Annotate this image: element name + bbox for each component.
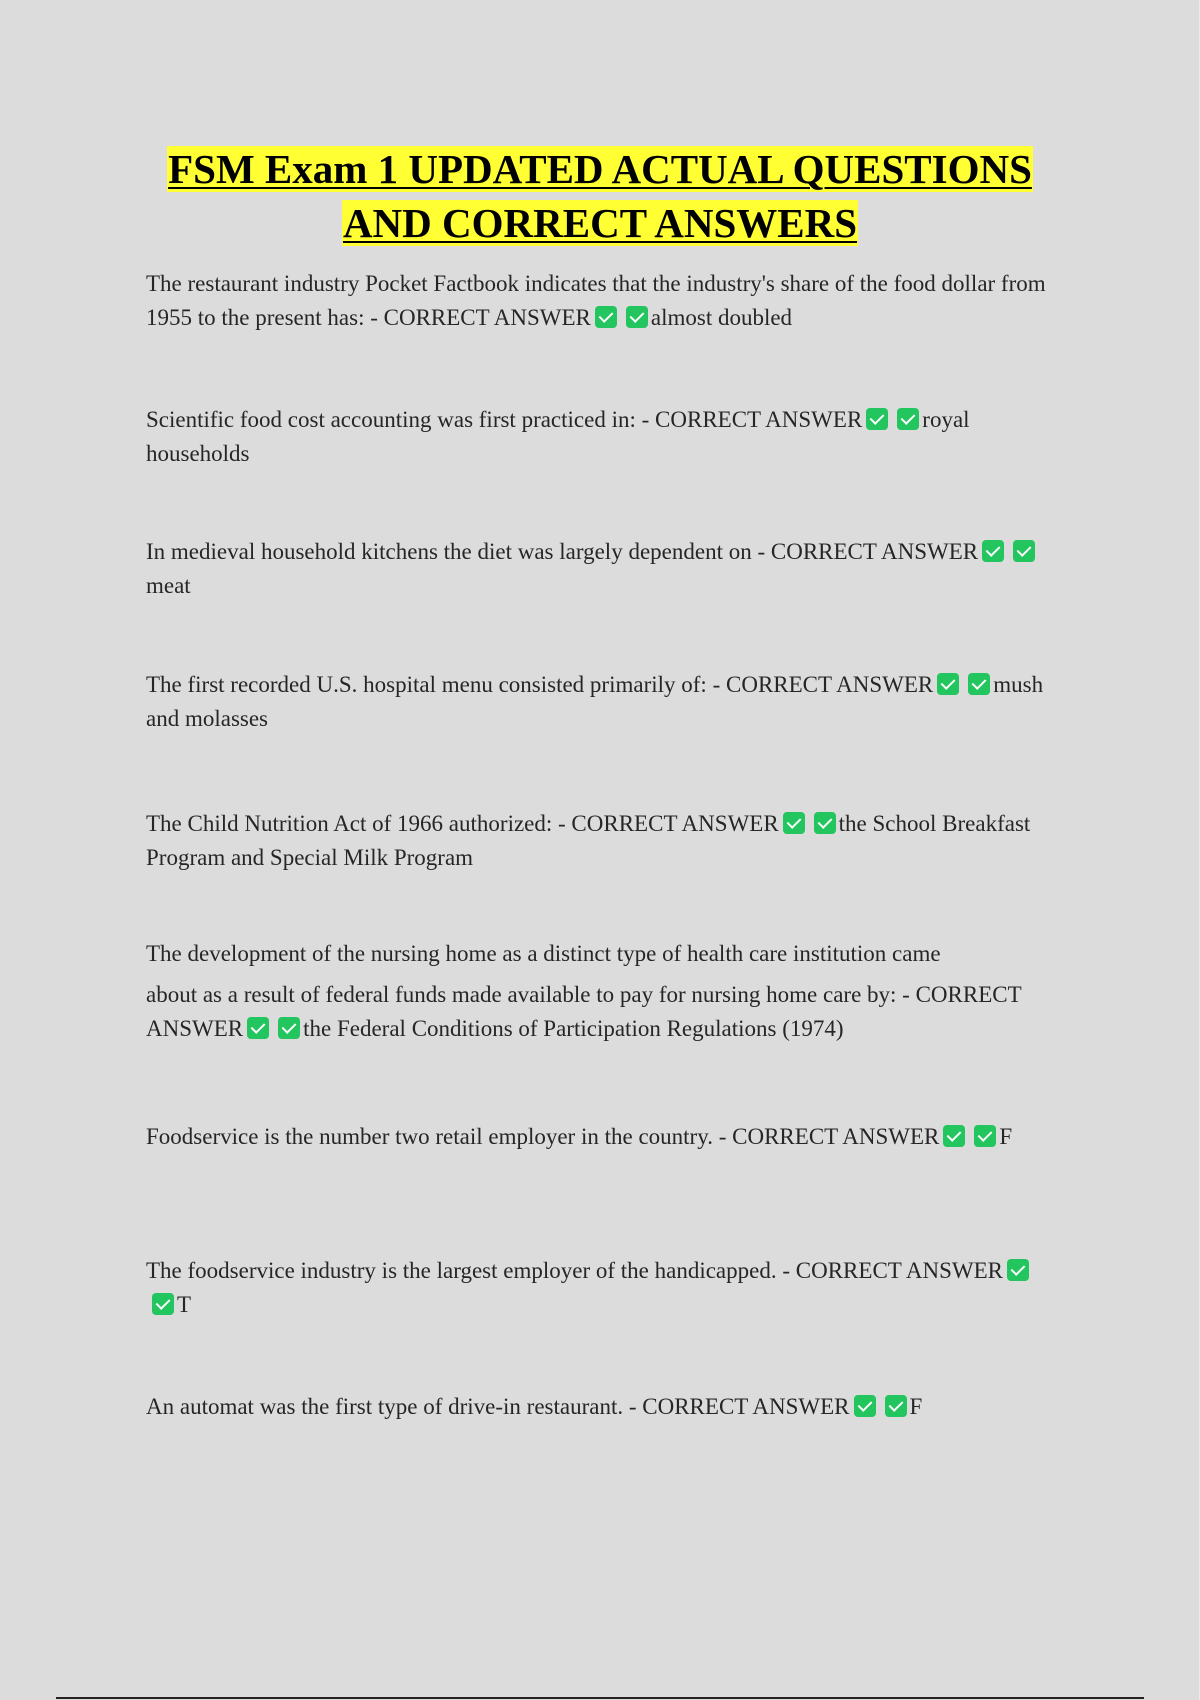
question-text: about as a result of federal funds made available to pay for nursing home care by: <box>146 982 897 1007</box>
check-mark-icon <box>595 306 617 328</box>
question-text: Foodservice is the number two retail employer in the country. <box>146 1124 713 1149</box>
answer-marker: - CORRECT ANSWER <box>370 305 591 330</box>
check-mark-icon <box>982 540 1004 562</box>
check-mark-icon <box>897 408 919 430</box>
answer-text: F <box>999 1124 1013 1149</box>
question-text: In medieval household kitchens the diet was largely dependent on <box>146 539 752 564</box>
answer-marker: - CORRECT ANSWER <box>718 1124 940 1149</box>
check-mark-icon <box>814 812 836 834</box>
check-mark-icon <box>626 306 648 328</box>
question-text: The first recorded U.S. hospital menu consisted primarily of: <box>146 672 707 697</box>
title-line-2: AND CORRECT ANSWERS <box>342 200 858 246</box>
answer-text: T <box>177 1292 192 1317</box>
title-line-1: FSM Exam 1 UPDATED ACTUAL QUESTIONS <box>168 146 1032 192</box>
answer-text: the School Breakfast Program and Special Milk Program <box>146 811 1031 870</box>
answer-marker: - CORRECT ANSWER <box>641 407 863 432</box>
answer-marker: - CORRECT ANSWER <box>558 811 779 836</box>
question-text-line-1: The development of the nursing home as a distinct type of health care institution came <box>146 941 941 966</box>
answer-marker: - CORRECT ANSWER <box>757 539 979 564</box>
qa-item-3 <box>146 535 1056 603</box>
answer-text: meat <box>146 573 191 598</box>
check-mark-icon <box>152 1293 174 1315</box>
qa-item-7 <box>146 1120 1056 1154</box>
answer-marker: - CORRECT ANSWER <box>628 1394 850 1419</box>
answer-marker: - CORRECT ANSWER <box>782 1258 1004 1283</box>
question-text: The foodservice industry is the largest employer of the handicapped. <box>146 1258 777 1283</box>
footer-divider <box>56 1697 1144 1699</box>
check-mark-icon <box>943 1125 965 1147</box>
qa-item-4 <box>146 668 1056 736</box>
question-text: The restaurant industry Pocket Factbook indicates that the industry's share of the food dollar from 1955 to the present has: <box>146 271 1046 330</box>
check-mark-icon <box>854 1395 876 1417</box>
qa-item-1 <box>146 267 1056 335</box>
check-mark-icon <box>1013 540 1035 562</box>
question-text: Scientific food cost accounting was first practiced in: <box>146 407 636 432</box>
answer-text: the Federal Conditions of Participation Regulations (1974) <box>303 1016 844 1041</box>
check-mark-icon <box>278 1017 300 1039</box>
qa-item-6 <box>146 930 1056 1046</box>
check-mark-icon <box>247 1017 269 1039</box>
check-mark-icon <box>968 673 990 695</box>
answer-text: royal households <box>146 407 970 466</box>
answer-marker: - CORRECT ANSWER <box>712 672 934 697</box>
qa-item-8 <box>146 1254 1056 1322</box>
check-mark-icon <box>885 1395 907 1417</box>
answer-text: F <box>909 1394 923 1419</box>
check-mark-icon <box>866 408 888 430</box>
answer-marker: - CORRECT ANSWER <box>146 982 1022 1041</box>
check-mark-icon <box>974 1125 996 1147</box>
qa-item-9 <box>146 1390 1056 1424</box>
answer-text: almost doubled <box>650 305 793 330</box>
answer-text: mush and molasses <box>146 672 1044 731</box>
check-mark-icon <box>783 812 805 834</box>
check-mark-icon <box>1007 1259 1029 1281</box>
qa-item-5 <box>146 807 1056 875</box>
question-text: An automat was the first type of drive-in restaurant. <box>146 1394 624 1419</box>
check-mark-icon <box>937 673 959 695</box>
question-text: The Child Nutrition Act of 1966 authorized: <box>146 811 553 836</box>
qa-item-2 <box>146 403 1056 471</box>
